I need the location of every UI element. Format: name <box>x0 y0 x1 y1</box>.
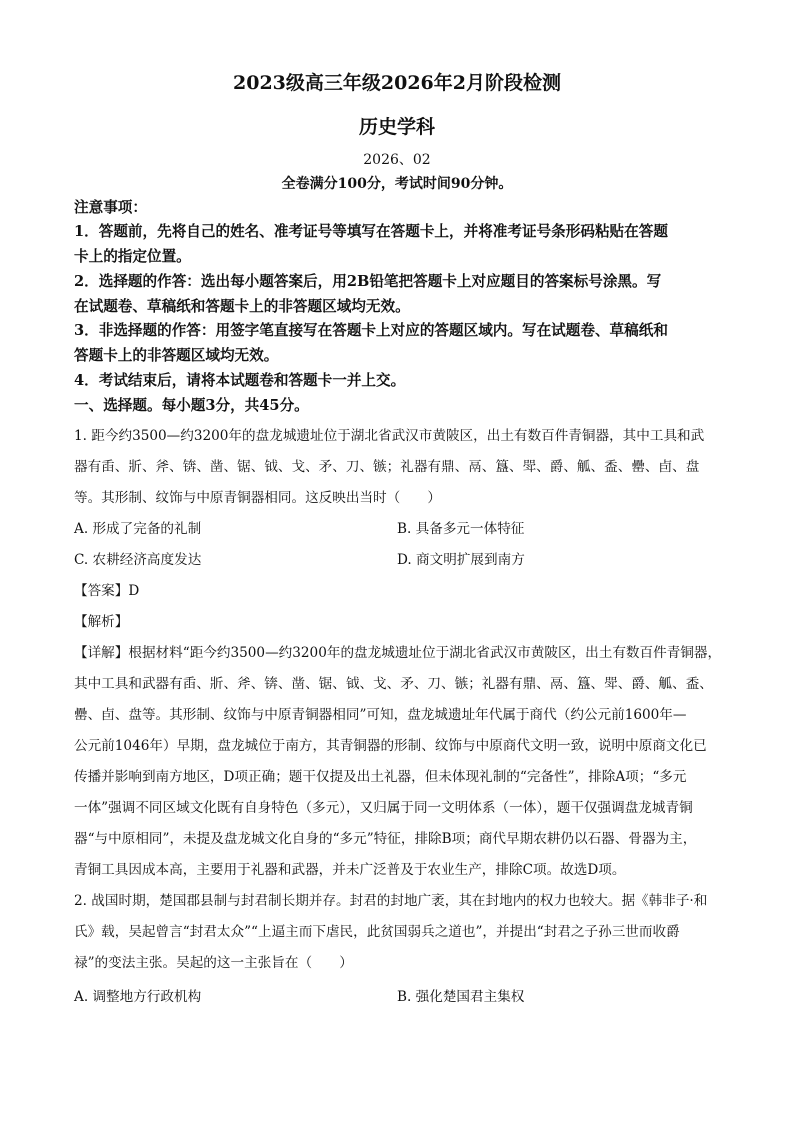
notice-line: 4．考试结束后，请将本试题卷和答题卡一并上交。 <box>74 372 406 389</box>
notice-line: 在试题卷、草稿纸和答题卡上的非答题区域均无效。 <box>74 298 410 315</box>
q1-stem-line: 等。其形制、纹饰与中原青铜器相同。这反映出当时（ ） <box>74 490 442 506</box>
notice-heading: 注意事项： <box>74 199 147 216</box>
q2-stem-line: 氏》载，吴起曾言“封君太众”“上逼主而下虐民，此贫国弱兵之道也”，并提出“封君之子孙三世而收爵 <box>74 924 680 940</box>
q1-answer: 【答案】D <box>74 583 140 599</box>
q1-option-c: C. 农耕经济高度发达 <box>74 552 202 568</box>
notice-line: 1．答题前，先将自己的姓名、准考证号等填写在答题卡上，并将准考证号条形码粘贴在答题 <box>74 223 668 240</box>
subject-title: 历史学科 <box>358 116 435 138</box>
q1-detail-line: 一体”强调不同区域文化既有自身特色（多元），又归属于同一文明体系（一体），题干仅强调盘龙城青铜 <box>74 800 693 816</box>
q1-detail-line: 公元前1046年）早期，盘龙城位于南方，其青铜器的形制、纹饰与中原商代文明一致，说明中原商文化已 <box>74 738 707 754</box>
q1-stem-line: 器有臿、斨、斧、锛、凿、锯、钺、戈、矛、刀、镞；礼器有鼎、鬲、簋、斝、爵、觚、盉、罍、卣、盘 <box>74 459 700 475</box>
q1-option-b: B. 具备多元一体特征 <box>397 521 525 537</box>
q1-detail-line: 其中工具和武器有臿、斨、斧、锛、凿、锯、钺、戈、矛、刀、镞；礼器有鼎、鬲、簋、斝、爵、觚、盉、 <box>74 676 713 692</box>
q1-detail-line: 【详解】根据材料“距今约3500—约3200年的盘龙城遗址位于湖北省武汉市黄陂区，出土有数百件青铜器， <box>74 645 722 661</box>
q1-option-a: A. 形成了完备的礼制 <box>74 521 202 537</box>
notice-line: 3．非选择题的作答：用签字笔直接写在答题卡上对应的答题区域内。写在试题卷、草稿纸和 <box>74 322 668 339</box>
q1-stem-line: 1. 距今约3500—约3200年的盘龙城遗址位于湖北省武汉市黄陂区，出土有数百件青铜器，其中工具和武 <box>74 428 705 444</box>
notice-line: 卡上的指定位置。 <box>74 248 191 265</box>
q2-option-b: B. 强化楚国君主集权 <box>397 989 525 1005</box>
q1-detail-line: 器“与中原相同”，未提及盘龙城文化自身的“多元”特征，排除B项；商代早期农耕仍以石器、骨器为主， <box>74 831 697 847</box>
score-time-note: 全卷满分100分，考试时间90分钟。 <box>281 176 513 192</box>
section-heading: 一、选择题。每小题3分，共45分。 <box>74 397 309 414</box>
exam-title: 2023级高三年级2026年2月阶段检测 <box>233 72 561 94</box>
q2-stem-line: 2. 战国时期，楚国郡县制与封君制长期并存。封君的封地广袤，其在封地内的权力也较大。据《韩非子·和 <box>74 893 708 909</box>
notice-line: 答题卡上的非答题区域均无效。 <box>74 347 279 364</box>
q2-stem-line: 禄”的变法主张。吴起的这一主张旨在（ ） <box>74 955 353 971</box>
q1-detail-line: 罍、卣、盘等。其形制、纹饰与中原青铜器相同”可知，盘龙城遗址年代属于商代（约公元前1600年— <box>74 707 687 723</box>
q1-detail-line: 青铜工具因成本高，主要用于礼器和武器，并未广泛普及于农业生产，排除C项。故选D项。 <box>74 862 626 878</box>
q1-detail-line: 传播并影响到南方地区，D项正确；题干仅提及出土礼器，但未体现礼制的“完备性”，排除A项；“多元 <box>74 769 687 785</box>
q1-analysis-label: 【解析】 <box>74 614 129 630</box>
q2-option-a: A. 调整地方行政机构 <box>74 989 202 1005</box>
q1-option-d: D. 商文明扩展到南方 <box>397 552 525 568</box>
notice-line: 2．选择题的作答：选出每小题答案后，用2B铅笔把答题卡上对应题目的答案标号涂黑。写 <box>74 273 662 290</box>
exam-date: 2026、02 <box>363 152 431 168</box>
